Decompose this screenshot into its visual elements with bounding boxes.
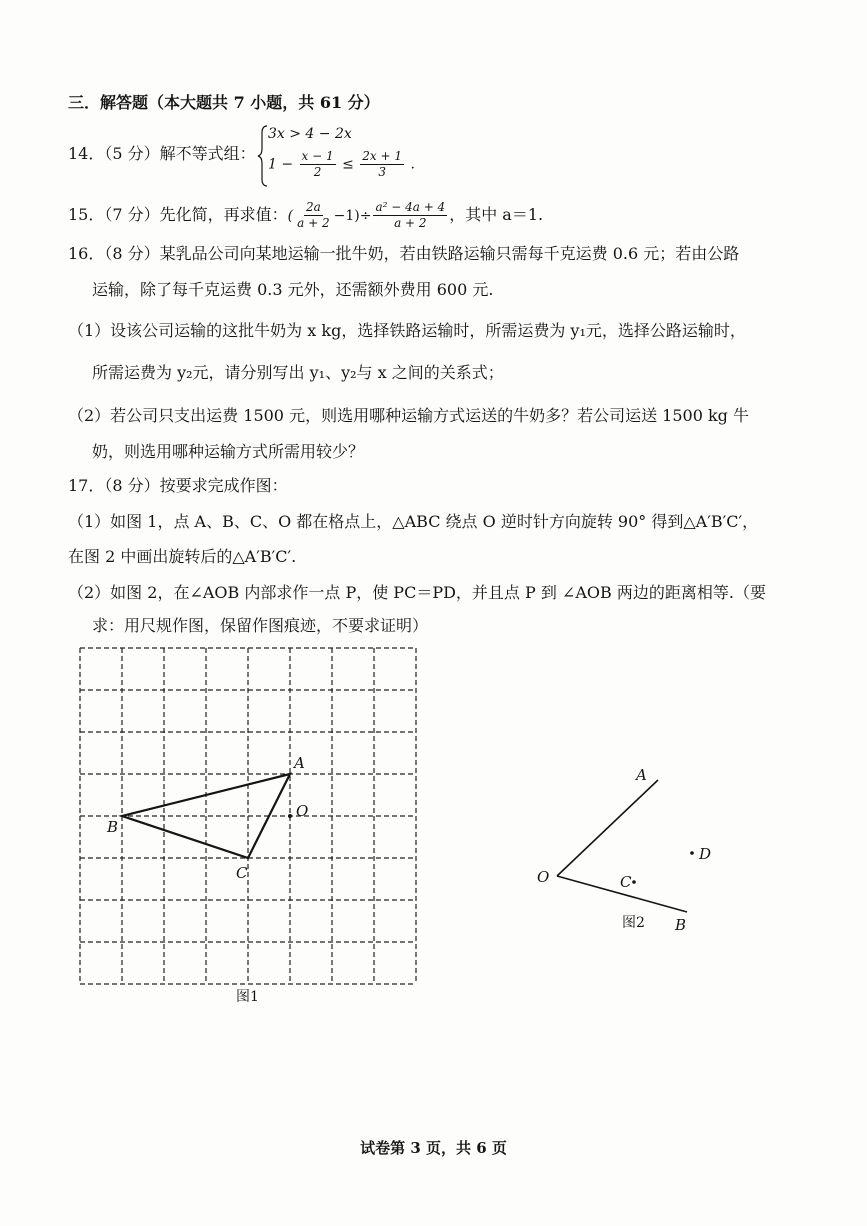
q17-part1-line2: 在图 2 中画出旋转后的△A′B′C′. bbox=[68, 547, 297, 566]
q14-eq1: 3x > 4 − 2x bbox=[268, 126, 352, 142]
label-a-fig1: A bbox=[294, 754, 305, 772]
q15-frac1-num: 2a bbox=[305, 200, 321, 214]
label-b-fig2: B bbox=[675, 916, 687, 934]
point-c-dot bbox=[632, 880, 636, 884]
q16-line1: 16．（8 分）某乳品公司向某地运输一批牛奶，若由铁路运输只需每千克运费 0.6 元；若由公路 bbox=[68, 244, 740, 263]
q17-part2-line2: 求：用尺规作图，保留作图痕迹，不要求证明） bbox=[92, 616, 429, 635]
label-c-fig1: C bbox=[236, 864, 248, 882]
q16-part1-line1: （1）设该公司运输的这批牛奶为 x kg，选择铁路运输时，所需运费为 y₁元，选择公路运输时， bbox=[68, 321, 746, 340]
q17-line1: 17．（8 分）按要求完成作图： bbox=[68, 476, 288, 495]
q17-part1-line1: （1）如图 1，点 A、B、C、O 都在格点上，△ABC 绕点 O 逆时针方向旋转 90° 得到△A′B′C′， bbox=[68, 512, 759, 531]
q14-suffix: . bbox=[410, 156, 415, 173]
label-o-fig2: O bbox=[537, 868, 550, 886]
figure-2-caption: 图2 bbox=[622, 915, 645, 931]
q15-frac2-den: a + 2 bbox=[394, 216, 427, 230]
label-d-fig2: D bbox=[699, 845, 712, 863]
q14-frac2-num: 2x + 1 bbox=[362, 149, 403, 163]
q14-prefix: 14．（5 分）解不等式组： bbox=[68, 144, 256, 163]
q15-frac1-den: a + 2 bbox=[297, 216, 330, 230]
q15-minus-one: −1) bbox=[333, 208, 360, 224]
q15-div: ÷ bbox=[359, 208, 372, 224]
q16-part1-line2: 所需运费为 y₂元，请分别写出 y₁、y₂与 x 之间的关系式； bbox=[92, 363, 504, 382]
q15-line: 15．（7 分）先化简，再求值：( $\frac{2a}{a + 2}$ −1)÷ $\frac{\text{a² − 4a + 4}}{a + 2}$ ，其中 a＝1. bbox=[68, 200, 544, 230]
q14-eq2-rel: ≤ bbox=[342, 156, 354, 173]
q16-line2: 运输，除了每千克运费 0.3 元外，还需额外费用 600 元. bbox=[92, 280, 494, 299]
q15-frac2-num: a² − 4a + 4 bbox=[375, 200, 446, 214]
figure-1-caption: 图1 bbox=[236, 989, 259, 1005]
q16-part2-line1: （2）若公司只支出运费 1500 元，则选用哪种运输方式运送的牛奶多？若公司运送 1500 kg 牛 bbox=[68, 406, 749, 425]
q16-part2-line2: 奶，则选用哪种运输方式所需用较少？ bbox=[92, 442, 365, 461]
q15-tail: ，其中 a＝1. bbox=[449, 205, 544, 224]
point-d-dot bbox=[690, 851, 694, 855]
label-c-fig2: C bbox=[620, 873, 632, 891]
page-footer: 试卷第 3 页，共 6 页 bbox=[360, 1139, 507, 1157]
label-o-fig1: O bbox=[296, 802, 309, 820]
q14-frac1-num: x − 1 bbox=[301, 149, 334, 163]
label-a-fig2: A bbox=[636, 766, 647, 784]
ray-oa bbox=[557, 780, 658, 876]
q14-eq2-lead: 1 − bbox=[268, 156, 294, 173]
q14-frac1-den: 2 bbox=[313, 165, 322, 179]
section-heading: 三．解答题（本大题共 7 小题，共 61 分） bbox=[68, 93, 380, 112]
q15-prefix: 15．（7 分）先化简，再求值： bbox=[68, 205, 288, 224]
label-b-fig1: B bbox=[107, 818, 119, 836]
q14-frac2-den: 3 bbox=[378, 165, 386, 179]
q17-part2-line1: （2）如图 2，在∠AOB 内部求作一点 P，使 PC＝PD，并且点 P 到 ∠AOB 两边的距离相等.（要 bbox=[68, 583, 766, 602]
